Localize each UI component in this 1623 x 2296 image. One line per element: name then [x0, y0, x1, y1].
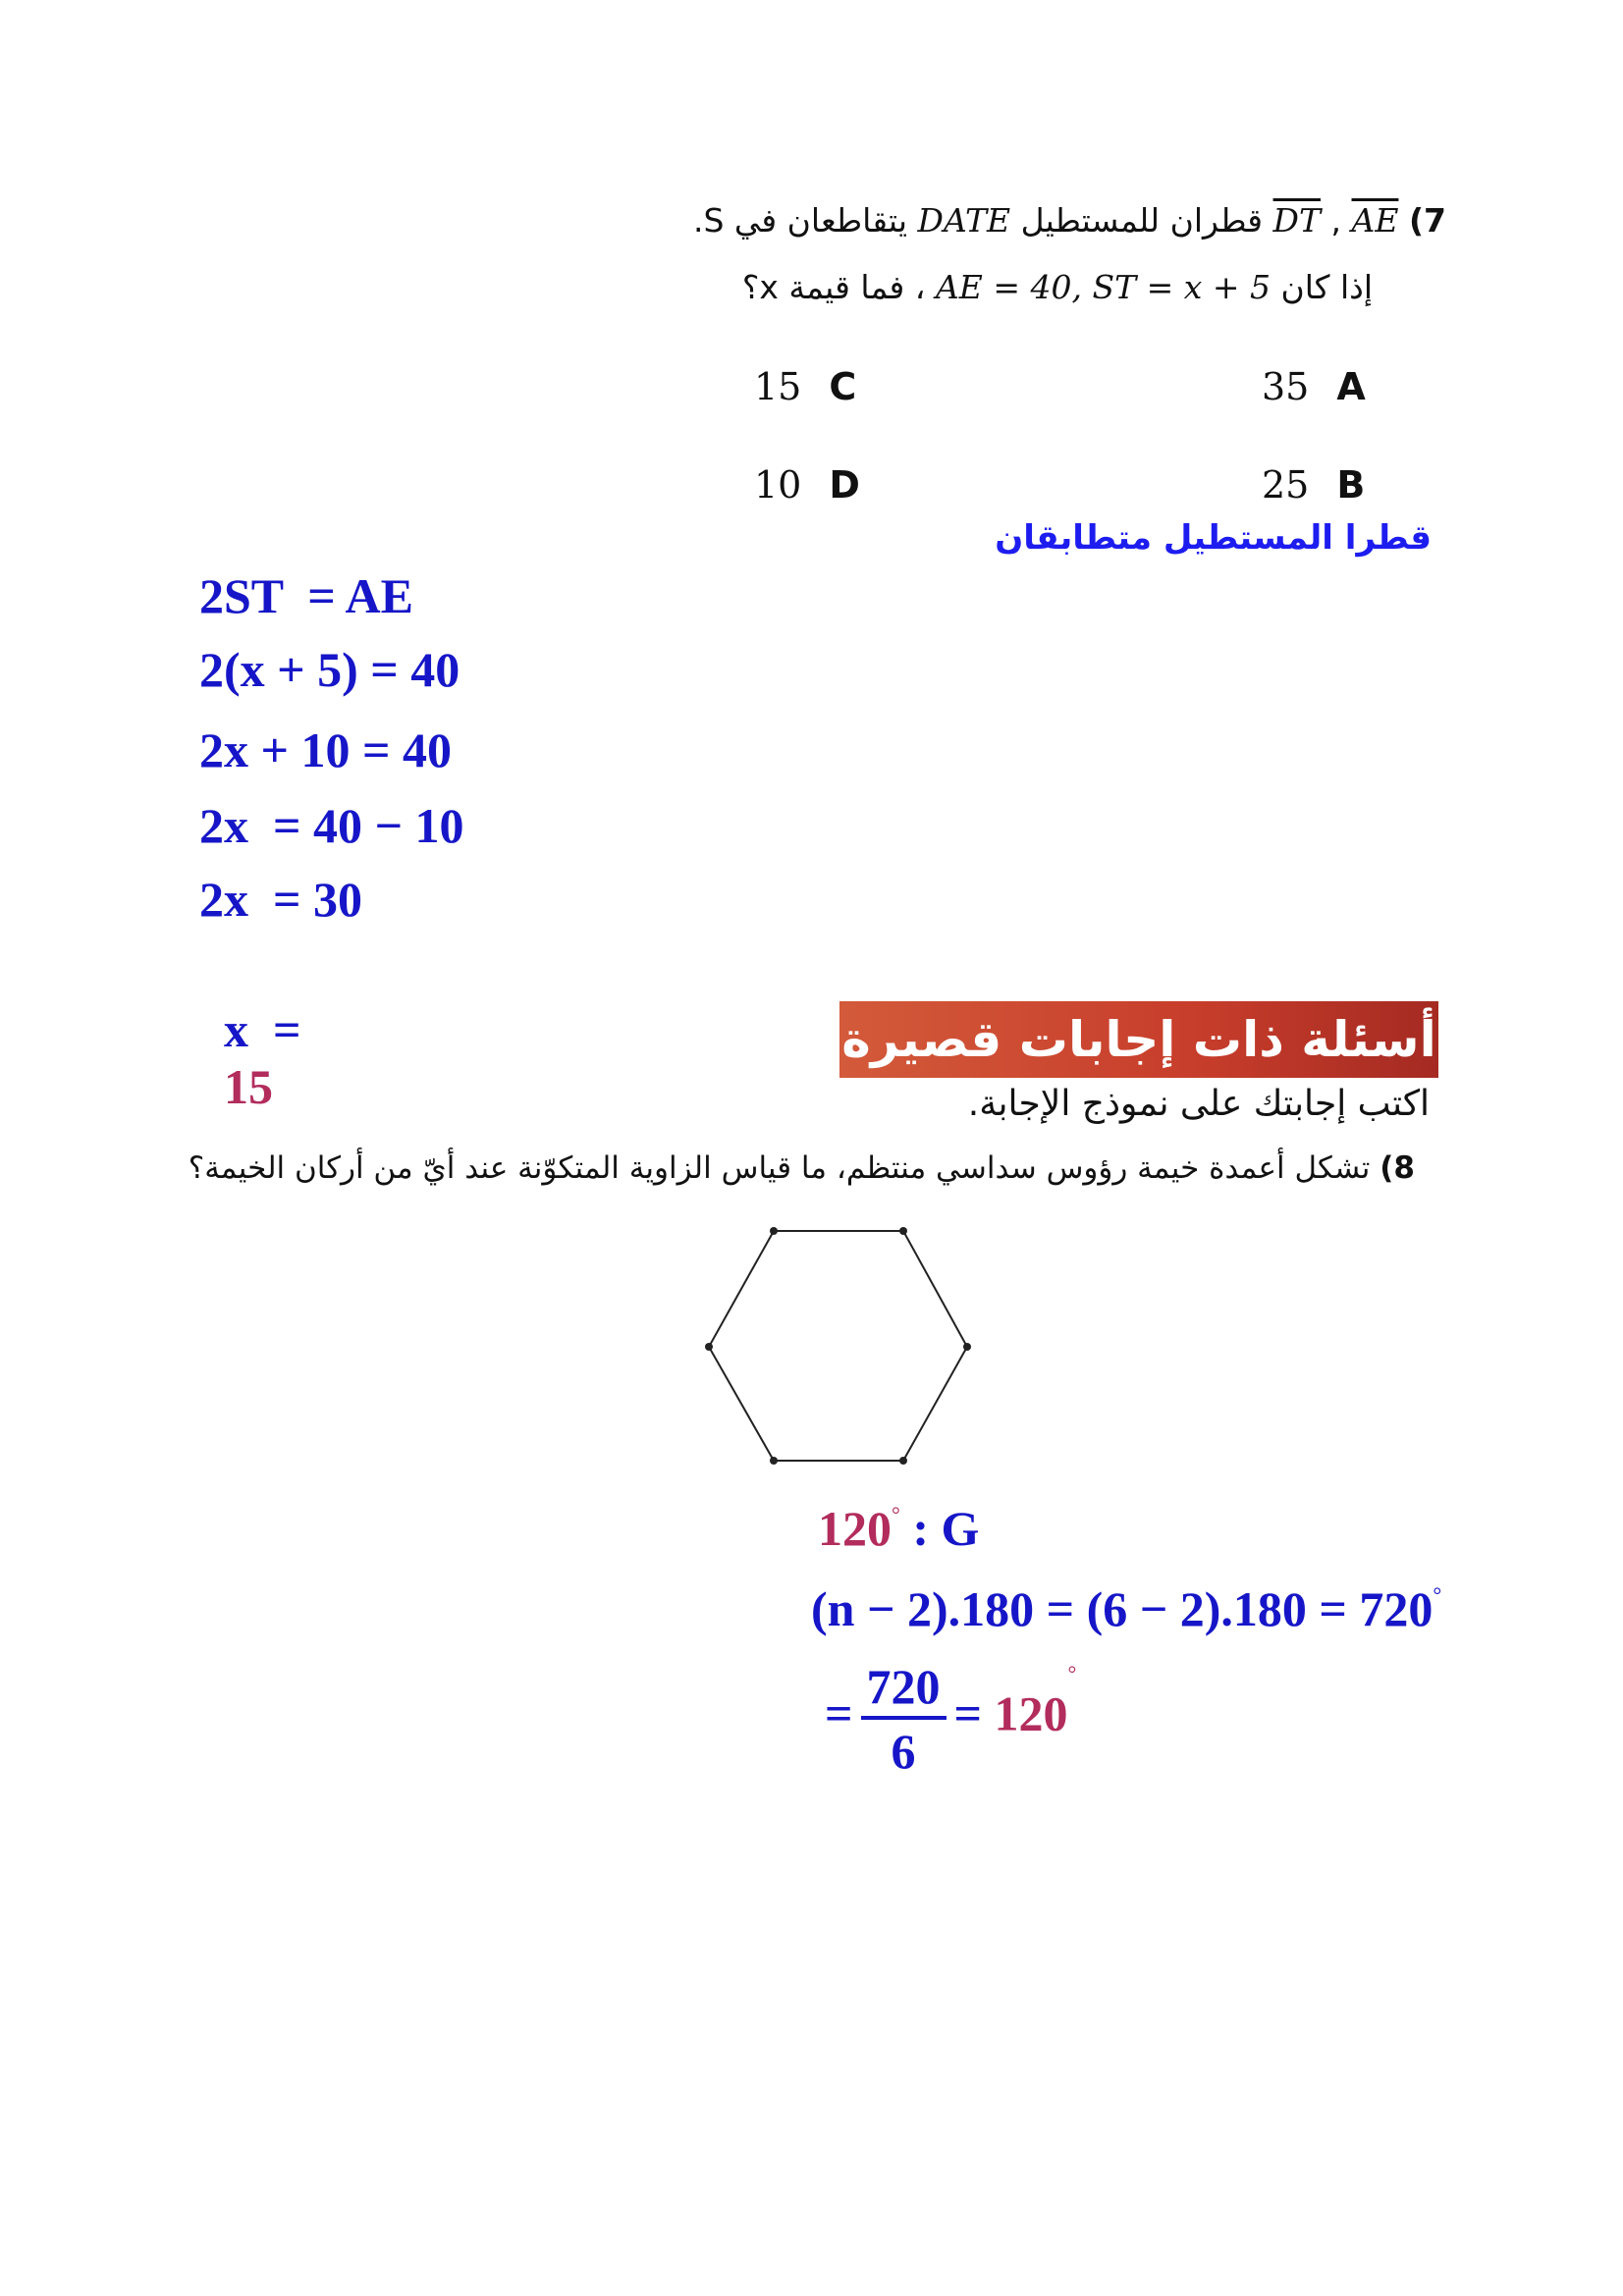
- segment-ae: $\overline{AE}$: [1351, 201, 1399, 240]
- answer7-step-4: 2x = 40 − 10: [199, 798, 464, 853]
- hexagon-vertex: [770, 1457, 778, 1465]
- hexagon-vertex: [770, 1227, 778, 1235]
- option-a-value: 35: [1262, 365, 1310, 408]
- answer8-formula: [811, 1580, 1441, 1637]
- option-d-value: 10: [754, 463, 802, 507]
- answer8-choice: [818, 1500, 979, 1557]
- answer7-final: [199, 944, 301, 1115]
- q7-text-a: قطران للمستطيل: [1020, 201, 1264, 240]
- q7-line2-prefix: إذا كان: [1280, 268, 1373, 306]
- degree-symbol: °: [1433, 1582, 1442, 1607]
- hexagon-vertex: [899, 1227, 907, 1235]
- answer8-result: 120: [994, 1685, 1068, 1741]
- option-c-value: 15: [754, 365, 802, 408]
- option-d: [754, 463, 860, 507]
- section-instruction: اكتب إجابتك على نموذج الإجابة.: [967, 1084, 1430, 1124]
- fraction-denominator: 6: [891, 1724, 916, 1779]
- fraction: [861, 1659, 947, 1779]
- rectangle-name: DATE: [917, 201, 1011, 240]
- answer7-final-value: 15: [224, 1059, 273, 1114]
- hexagon-vertex: [963, 1343, 971, 1351]
- hexagon-vertex: [705, 1343, 713, 1351]
- q7-line2-math: AE = 40, ST = x + 5: [935, 268, 1271, 306]
- answer7-step-2: 2(x + 5) = 40: [199, 642, 460, 697]
- q7-line2-suffix: ، فما قيمة x؟: [741, 268, 926, 306]
- degree-symbol: °: [892, 1502, 900, 1526]
- option-d-letter: D: [829, 463, 860, 507]
- answer7-step-1: 2ST = AE: [199, 568, 413, 623]
- segment-dt: $\overline{DT}$: [1272, 201, 1322, 240]
- answer8-formula-text: (n − 2).180 = (6 − 2).180 = 720: [811, 1581, 1434, 1636]
- option-b: [1262, 463, 1365, 507]
- hexagon-outline: [709, 1231, 967, 1461]
- q7-text-b: يتقاطعان في S.: [692, 201, 908, 240]
- answer8-fraction-line: [825, 1659, 1076, 1779]
- option-b-value: 25: [1262, 463, 1310, 507]
- hexagon-vertex: [899, 1457, 907, 1465]
- answer7-final-lhs: x =: [224, 1002, 301, 1057]
- q8-text: تشكل أعمدة خيمة رؤوس سداسي منتظم، ما قياس الزاوية المتكوّنة عند أيّ من أركان الخيمة؟: [188, 1150, 1371, 1186]
- answer7-step-3: 2x + 10 = 40: [199, 722, 452, 777]
- answer7-step-5: 2x = 30: [199, 872, 362, 927]
- q7-line1: [693, 201, 1446, 240]
- frac-prefix: =: [825, 1685, 853, 1741]
- section-banner: أسئلة ذات إجابات قصيرة: [839, 1001, 1438, 1078]
- option-b-letter: B: [1336, 463, 1366, 507]
- option-c: [754, 365, 856, 408]
- comma: ,: [1330, 201, 1342, 240]
- answer7-note: قطرا المستطيل متطابقان: [995, 518, 1432, 558]
- q8-line: [189, 1150, 1415, 1186]
- answer8-label: : G: [899, 1501, 980, 1556]
- fraction-numerator: 720: [861, 1659, 947, 1720]
- option-c-letter: C: [829, 365, 857, 408]
- q8-number: 8): [1380, 1150, 1415, 1186]
- option-a-letter: A: [1336, 365, 1366, 408]
- degree-symbol: °: [1067, 1661, 1077, 1685]
- option-a: [1262, 365, 1366, 408]
- q7-number: 7): [1408, 201, 1446, 240]
- frac-eq: =: [953, 1685, 982, 1741]
- answer8-value: 120: [818, 1501, 892, 1556]
- hexagon-figure: [687, 1217, 982, 1472]
- q7-line2: [742, 268, 1373, 306]
